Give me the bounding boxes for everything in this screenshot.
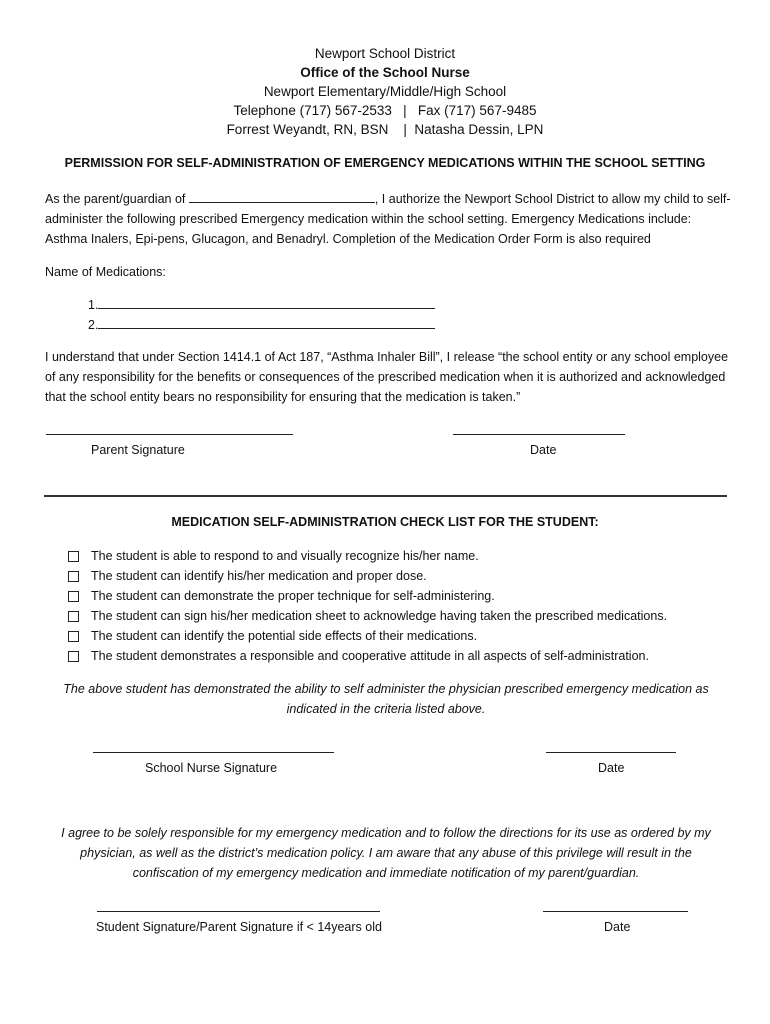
letterhead [0,44,770,139]
checkbox[interactable] [68,571,79,582]
medication-list [88,295,435,335]
competency-statement: The above student has demonstrated the ability to self administer the physician prescribed emergency medication as indicated in the criteria listed above. [63,682,709,716]
permission-title: PERMISSION FOR SELF-ADMINISTRATION OF EMERGENCY MEDICATIONS WITHIN THE SCHOOL SETTING [64,156,706,170]
nurse-signature-label: School Nurse Signature [145,761,278,775]
medication-2-label: 2. [88,318,99,332]
section-divider [44,495,727,497]
student-signature-line[interactable] [97,911,380,912]
parent-signature-line[interactable] [46,434,293,435]
child-name-field[interactable] [189,189,375,203]
checkbox[interactable] [68,611,79,622]
medication-1-field[interactable] [98,295,435,309]
checklist-item: The student demonstrates a responsible and cooperative attitude in all aspects of self-administration. [68,646,667,666]
checklist-item: The student can demonstrate the proper technique for self-administering. [68,586,667,606]
parent-signature-label: Parent Signature [91,443,185,457]
nurse-signature-line[interactable] [93,752,334,753]
checkbox[interactable] [68,591,79,602]
phone-fax-line: Telephone (717) 567-2533 | Fax (717) 567-9485 [233,103,537,118]
nurse-date-line[interactable] [546,752,676,753]
checklist-item: The student can identify the potential side effects of their medications. [68,626,667,646]
checkbox[interactable] [68,631,79,642]
parent-date-line[interactable] [453,434,625,435]
medication-2-field[interactable] [98,315,435,329]
nurse-date-label: Date [598,761,625,775]
intro-before: As the parent/guardian of [45,192,189,206]
district-name: Newport School District [314,46,456,61]
checklist-item: The student can identify his/her medication and proper dose. [68,566,667,586]
staff-line: Forrest Weyandt, RN, BSN | Natasha Dessin, LPN [226,122,544,137]
intro-after: , I authorize the Newport School District to allow my child to self-administer the following prescribed Emergency medication within the school setting. Emergency Medications include: Asthma Inalers, Epi-pens, Glucagon, and Benadryl. Completion of the Medication Order Form is also required [45,192,731,246]
release-paragraph: I understand that under Section 1414.1 of Act 187, “Asthma Inhaler Bill”, I release “the school entity or any school employee of any responsibility for the benefits or consequences of the prescribed medication when it is authorized and acknowledged that the school entity bears no responsibility for ensuring that the medication is taken.” [45,350,729,404]
checkbox[interactable] [68,651,79,662]
student-date-line[interactable] [543,911,688,912]
checkbox[interactable] [68,551,79,562]
parent-date-label: Date [530,443,557,457]
medications-heading: Name of Medications: [45,265,166,279]
student-signature-label: Student Signature/Parent Signature if < 14years old [96,920,382,934]
checklist-item: The student can sign his/her medication sheet to acknowledge having taken the prescribed medications. [68,606,667,626]
checklist-title: MEDICATION SELF-ADMINISTRATION CHECK LIST FOR THE STUDENT: [171,515,599,529]
checklist [68,546,667,666]
schools-line: Newport Elementary/Middle/High School [263,84,507,99]
medication-1-label: 1. [88,298,99,312]
student-date-label: Date [604,920,631,934]
authorization-paragraph [45,189,735,249]
student-agreement: I agree to be solely responsible for my emergency medication and to follow the directions for its use as ordered by my physician, as well as the district’s medication policy. I am aware that any abuse of this privilege will result in the confiscation of my emergency medication and immediate notification of my parent/guardian. [61,826,711,880]
office-name: Office of the School Nurse [300,65,470,80]
checklist-item: The student is able to respond to and visually recognize his/her name. [68,546,667,566]
